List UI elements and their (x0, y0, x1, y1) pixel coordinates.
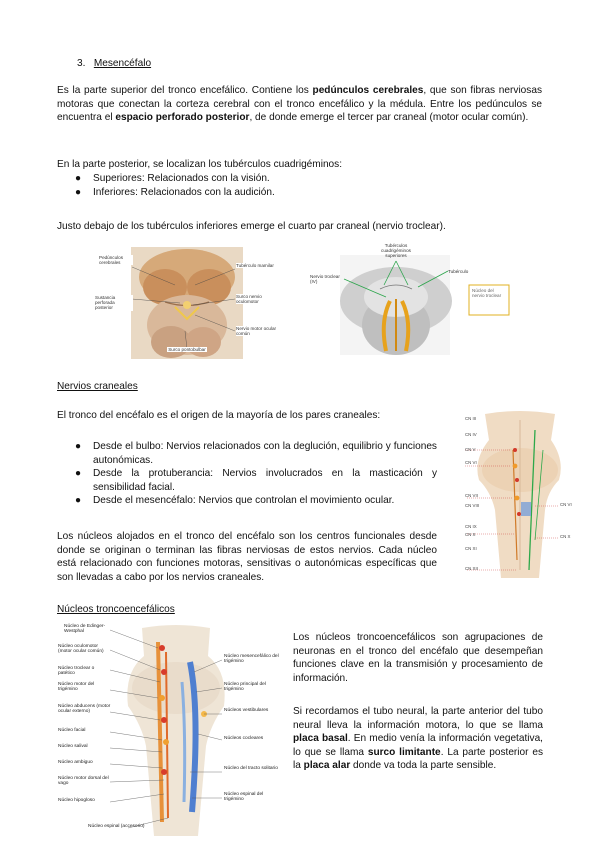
nucleus-label: Núcleo salival (58, 744, 88, 749)
nucleos-paragraph-2: Si recordamos el tubo neural, la parte anterior del tubo neural lleva la información motora, lo que se llama placa basal. En medio venía la información vegetativa, lo que se llama surco limitante. La parte posterior es la placa alar donde va toda la parte sensible. (293, 706, 544, 771)
nucleus-label: Núcleo motor del trigémino (58, 682, 95, 693)
bold-term: placa basal (293, 733, 348, 744)
nucleus-label: Núcleo espinal (accesorio) (88, 824, 145, 829)
figure-label: Tubérculo mamilar (236, 263, 281, 268)
nucleus-label: Núcleo facial (58, 728, 86, 733)
nerve-label: CN X (465, 532, 476, 537)
nerve-label: CN VI (560, 502, 572, 507)
list-item: ● Superiores: Relacionados con la visión. (75, 173, 270, 184)
nerve-label: CN V (465, 447, 476, 452)
nucleos-heading: Núcleos troncoencefálicos (57, 604, 175, 615)
list-item: ● Inferiores: Relacionados con la audición. (75, 186, 275, 198)
brainstem-nuclei-figure (58, 622, 286, 838)
nucleus-label: Núcleo motor dorsal del vago (58, 776, 109, 787)
nucleus-label: Núcleo principal del trigémino (224, 682, 266, 693)
nucleus-label: Núcleo mesencefálico del trigémino (224, 654, 279, 665)
nucleos-paragraph: Los núcleos alojados en el tronco del encéfalo son los centros funcionales desde donde se originan o terminan las fibras nerviosas de estos nervios. Cada núcleo está relacionado con funciones motoras, sensitivas o autonómicas específicas que son llevadas a cabo por los nervios craneales. (57, 531, 437, 583)
nucleus-label: Núcleo hipogloso (58, 798, 95, 803)
nucleus-label: Núcleo de Edinger-Westphal (64, 624, 106, 635)
tuberculos-list (75, 172, 545, 199)
tuberculos-intro: En la parte posterior, se localizan los tubérculos cuadrigéminos: (57, 159, 343, 170)
nerve-label: CN VII (465, 493, 478, 498)
figure-label: Sustancia perforada posterior (95, 295, 133, 311)
nerve-label: CN VI (465, 460, 477, 465)
figure-label: Nervio motor ocular común (236, 326, 281, 336)
nucleus-label: Núcleo espinal del trigémino (224, 792, 264, 803)
nerve-label: CN X (560, 534, 571, 539)
nucleus-label: Núcleo oculomotor (motor ocular común) (58, 644, 104, 655)
nervios-list (75, 440, 437, 508)
bold-term: surco limitante (367, 746, 441, 758)
nerve-label: CN XII (465, 566, 478, 571)
bold-term: espacio perforado posterior (115, 112, 250, 123)
nerve-label: CN IV (465, 432, 477, 437)
bold-term: pedúnculos cerebrales (312, 85, 424, 96)
bold-term: placa alar (303, 760, 351, 771)
nerve-label: CN III (465, 416, 477, 421)
list-item: ● Desde el mesencéfalo: Nervios que controlan el movimiento ocular. (75, 495, 395, 506)
list-item: ● Desde el bulbo: Nervios relacionados con la deglución, equilibrio y funciones autonómicas. (75, 441, 437, 466)
cranial-nerves-figure (455, 410, 585, 580)
nucleus-label: Núcleos vestibulares (224, 708, 269, 713)
nucleus-label: Núcleos cocleares (224, 736, 264, 741)
section-number: 3. (77, 58, 86, 69)
section-title: Mesencéfalo (93, 58, 152, 69)
figure-label: Nervio troclear (IV) (310, 274, 340, 285)
nerve-label: CN IX (465, 524, 477, 529)
section-heading (77, 57, 151, 71)
figure-label: Tubérculos cuadrigéminos superiores (381, 243, 411, 259)
figure-label: Tubérculo (448, 269, 469, 274)
nerve-label: CN VIII (465, 503, 480, 508)
list-item: ● Desde la protuberancia: Nervios involucrados en la masticación y sensibilidad facial. (75, 468, 437, 493)
nucleos-paragraph-1: Los núcleos troncoencefálicos son agrupaciones de neuronas en el tronco del encéfalo que desempeñan funciones clave en la transmisión y procesamiento de información. (293, 632, 543, 684)
nervios-intro: El tronco del encéfalo es el origen de la mayoría de los pares craneales: (57, 410, 381, 421)
brainstem-posterior-figure (310, 241, 510, 355)
nucleus-label: Núcleo ambiguo (58, 760, 93, 765)
troclear-paragraph: Justo debajo de los tubérculos inferiores emerge el cuarto par craneal (nervio troclear). (57, 221, 446, 232)
mesencefalo-paragraph: Es la parte superior del tronco encefálico. Contiene los pedúnculos cerebrales, que son fibras nerviosas motoras que conectan la corteza cerebral con el tronco encefálico y la médula. Entre los pedúnculos se encuentra el espacio perforado posterior, de donde emerge el tercer par craneal (motor ocular común). (57, 85, 543, 123)
nucleus-label: Núcleo troclear o patético (58, 666, 95, 677)
bold-term: pares craneales (305, 410, 378, 421)
figure-label: Surco pontobulbar (168, 347, 206, 352)
bold-term: tubérculos cuadrigéminos (224, 159, 340, 170)
figure-label: Pedúnculos cerebrales (99, 255, 133, 265)
figure-label: Surco nervio oculomotor (236, 294, 281, 304)
nervios-heading: Nervios craneales (57, 381, 138, 392)
nucleus-label: Núcleo del tracto solitario (224, 766, 278, 771)
figure-label: Núcleo del nervio troclear (472, 288, 502, 299)
nucleus-label: Núcleo abducens (motor ocular externo) (58, 704, 111, 715)
brainstem-anterior-figure (95, 247, 283, 359)
nerve-label: CN XI (465, 546, 477, 551)
